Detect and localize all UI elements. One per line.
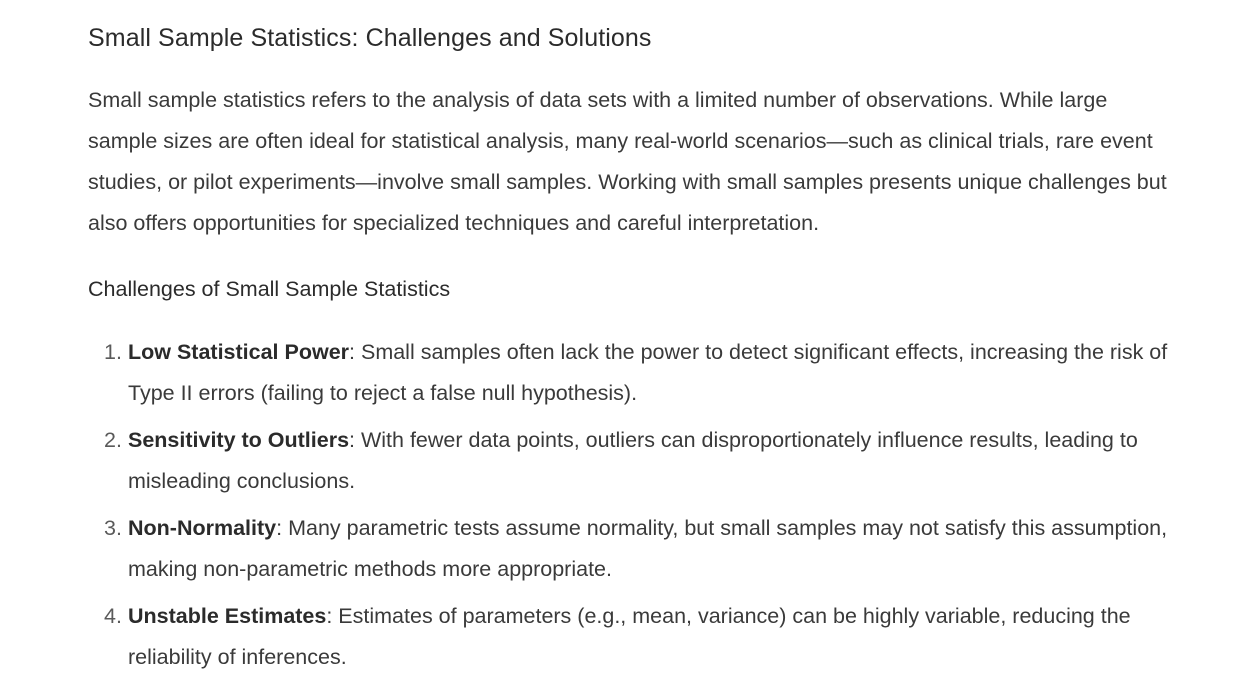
intro-paragraph: Small sample statistics refers to the analysis of data sets with a limited number of observations. While large sample sizes are often ideal for statistical analysis, many real-world scenarios—such as clinical trials, rare event studies, or pilot experiments—involve small samples. Working with small samples presents unique challenges but also offers opportunities for specialized techniques and careful interpretation. — [88, 88, 1167, 235]
challenge-term: Low Statistical Power — [128, 340, 350, 364]
challenge-description: : Small samples often lack the power to detect significant effects, increasing the risk of Type II errors (failing to reject a false null hypothesis). — [128, 340, 1168, 405]
list-item-number: 4. — [104, 604, 122, 628]
challenge-term: Unstable Estimates — [128, 604, 327, 628]
challenge-item-non-normality — [88, 508, 1188, 590]
challenge-description: : Estimates of parameters (e.g., mean, variance) can be highly variable, reducing the reliability of inferences. — [128, 604, 1131, 669]
challenges-list — [88, 332, 1188, 684]
challenge-item-low-statistical-power — [88, 332, 1188, 414]
challenge-term: Sensitivity to Outliers — [128, 428, 350, 452]
list-item-number: 2. — [104, 428, 122, 452]
challenges-heading: Challenges of Small Sample Statistics — [88, 277, 451, 301]
challenge-term: Non-Normality — [128, 516, 277, 540]
challenge-item-unstable-estimates — [88, 596, 1188, 678]
list-item-number: 3. — [104, 516, 122, 540]
challenge-description: : Many parametric tests assume normality, but small samples may not satisfy this assumption, making non-parametric methods more appropriate. — [128, 516, 1168, 581]
article-title: Small Sample Statistics: Challenges and Solutions — [88, 24, 652, 52]
challenge-description: : With fewer data points, outliers can disproportionately influence results, leading to misleading conclusions. — [128, 428, 1138, 493]
list-item-number: 1. — [104, 340, 122, 364]
challenge-item-sensitivity-to-outliers — [88, 420, 1188, 502]
